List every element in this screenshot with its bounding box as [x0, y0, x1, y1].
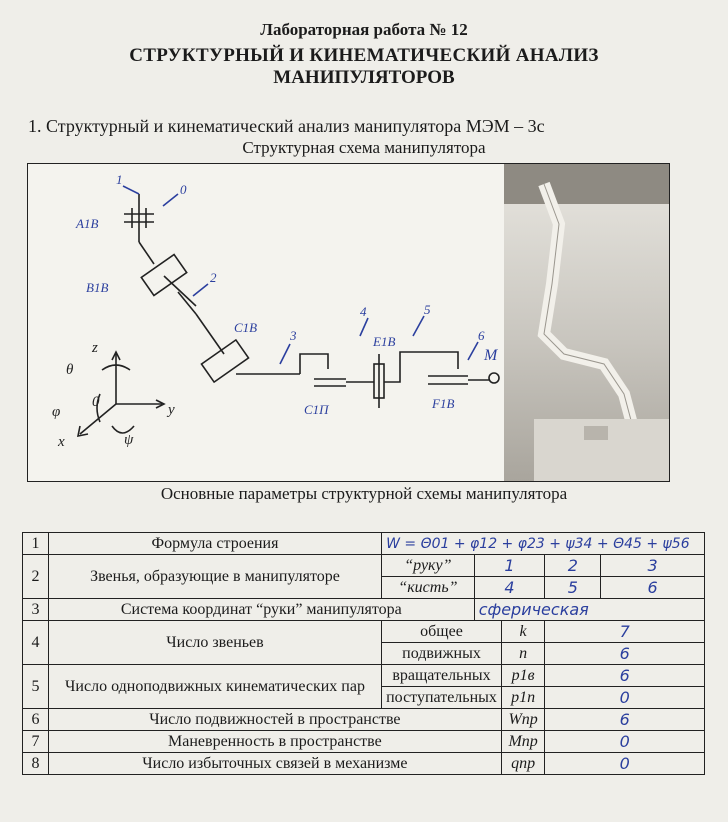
- row-label: Число подвижностей в пространстве: [48, 709, 501, 731]
- axis-theta-label: θ: [66, 362, 74, 378]
- value: 0: [545, 687, 705, 709]
- row-label: Число одноподвижных кинематических пар: [48, 665, 381, 709]
- row-label: Число звеньев: [48, 621, 381, 665]
- sub-label: подвижных: [382, 643, 502, 665]
- joint-label-c: C1B: [234, 320, 258, 335]
- axis-x-label: x: [58, 434, 65, 450]
- row-number: 8: [23, 753, 49, 775]
- symbol: qпр: [501, 753, 544, 775]
- link-label-4: 4: [360, 304, 367, 319]
- table-row: [23, 753, 705, 775]
- row-label: Формула строения: [48, 533, 381, 555]
- kist-value-3: 6: [601, 577, 705, 599]
- joint-label-c-p: C1П: [304, 402, 329, 417]
- row-label: Число избыточных связей в механизме: [48, 753, 501, 775]
- table-row: [23, 555, 705, 577]
- row-number: 7: [23, 731, 49, 753]
- joint-label-a: A1B: [76, 216, 99, 231]
- joint-label-f: F1B: [432, 396, 455, 411]
- main-title-line2: МАНИПУЛЯТОРОВ: [273, 67, 455, 88]
- row-number: 2: [23, 555, 49, 599]
- row-label: Система координат “руки” манипулятора: [48, 599, 474, 621]
- kist-value-2: 5: [545, 577, 601, 599]
- row-label: Маневренность в пространстве: [48, 731, 501, 753]
- value: 6: [545, 643, 705, 665]
- axis-psi-label: ψ: [124, 432, 134, 448]
- structure-formula-answer: W = Θ01 + φ12 + φ23 + ψ34 + Θ45 + ψ56: [382, 533, 705, 555]
- ruka-value-1: 1: [474, 555, 545, 577]
- ruka-label: “руку”: [382, 555, 475, 577]
- value: 6: [545, 709, 705, 731]
- sub-label: вращательных: [382, 665, 502, 687]
- table-row: [23, 731, 705, 753]
- table-row: [23, 709, 705, 731]
- value: 6: [545, 665, 705, 687]
- symbol: k: [501, 621, 544, 643]
- axis-y-label: y: [168, 402, 175, 418]
- params-table: [22, 532, 705, 775]
- params-title: Основные параметры структурной схемы манипулятора: [160, 484, 568, 503]
- joint-label-b: B1B: [86, 280, 109, 295]
- manipulator-photo: [504, 164, 669, 481]
- sub-label: поступательных: [382, 687, 502, 709]
- axis-z-label: z: [92, 340, 98, 356]
- row-number: 3: [23, 599, 49, 621]
- row-number: 5: [23, 665, 49, 709]
- row-number: 1: [23, 533, 49, 555]
- joint-label-e: E1B: [373, 334, 396, 349]
- kist-value-1: 4: [474, 577, 545, 599]
- value: 0: [545, 731, 705, 753]
- row-label: Звенья, образующие в манипуляторе: [48, 555, 381, 599]
- symbol: Mпр: [501, 731, 544, 753]
- ruka-value-3: 3: [601, 555, 705, 577]
- link-label-1: 1: [116, 172, 123, 187]
- link-label-0: 0: [180, 182, 187, 197]
- ruka-value-2: 2: [545, 555, 601, 577]
- structural-schema-figure: [27, 163, 670, 482]
- schema-title: Структурная схема манипулятора: [242, 138, 486, 157]
- table-row: [23, 533, 705, 555]
- table-row: [23, 599, 705, 621]
- table-row: [23, 665, 705, 687]
- value: 7: [545, 621, 705, 643]
- axis-phi-label: φ: [52, 404, 61, 420]
- kinematic-diagram: [28, 164, 504, 481]
- symbol: n: [501, 643, 544, 665]
- kist-label: “кисть”: [382, 577, 475, 599]
- row-number: 6: [23, 709, 49, 731]
- main-title-line1: СТРУКТУРНЫЙ И КИНЕМАТИЧЕСКИЙ АНАЛИЗ: [129, 45, 599, 66]
- coordinate-system-answer: сферическая: [474, 599, 704, 621]
- link-label-3: 3: [290, 328, 297, 343]
- row-number: 4: [23, 621, 49, 665]
- symbol: p1п: [501, 687, 544, 709]
- link-label-6: 6: [478, 328, 485, 343]
- symbol: p1в: [501, 665, 544, 687]
- link-label-2: 2: [210, 270, 217, 285]
- manipulator-photo-sketch: [504, 164, 669, 481]
- section-heading: 1. Структурный и кинематический анализ манипулятора МЭМ – 3с: [28, 116, 545, 136]
- link-label-5: 5: [424, 302, 431, 317]
- end-effector-label: M: [484, 347, 498, 364]
- axis-origin-label: 0: [92, 394, 100, 410]
- value: 0: [545, 753, 705, 775]
- symbol: Wпр: [501, 709, 544, 731]
- lab-title: Лабораторная работа № 12: [260, 20, 468, 39]
- table-row: [23, 621, 705, 643]
- sub-label: общее: [382, 621, 502, 643]
